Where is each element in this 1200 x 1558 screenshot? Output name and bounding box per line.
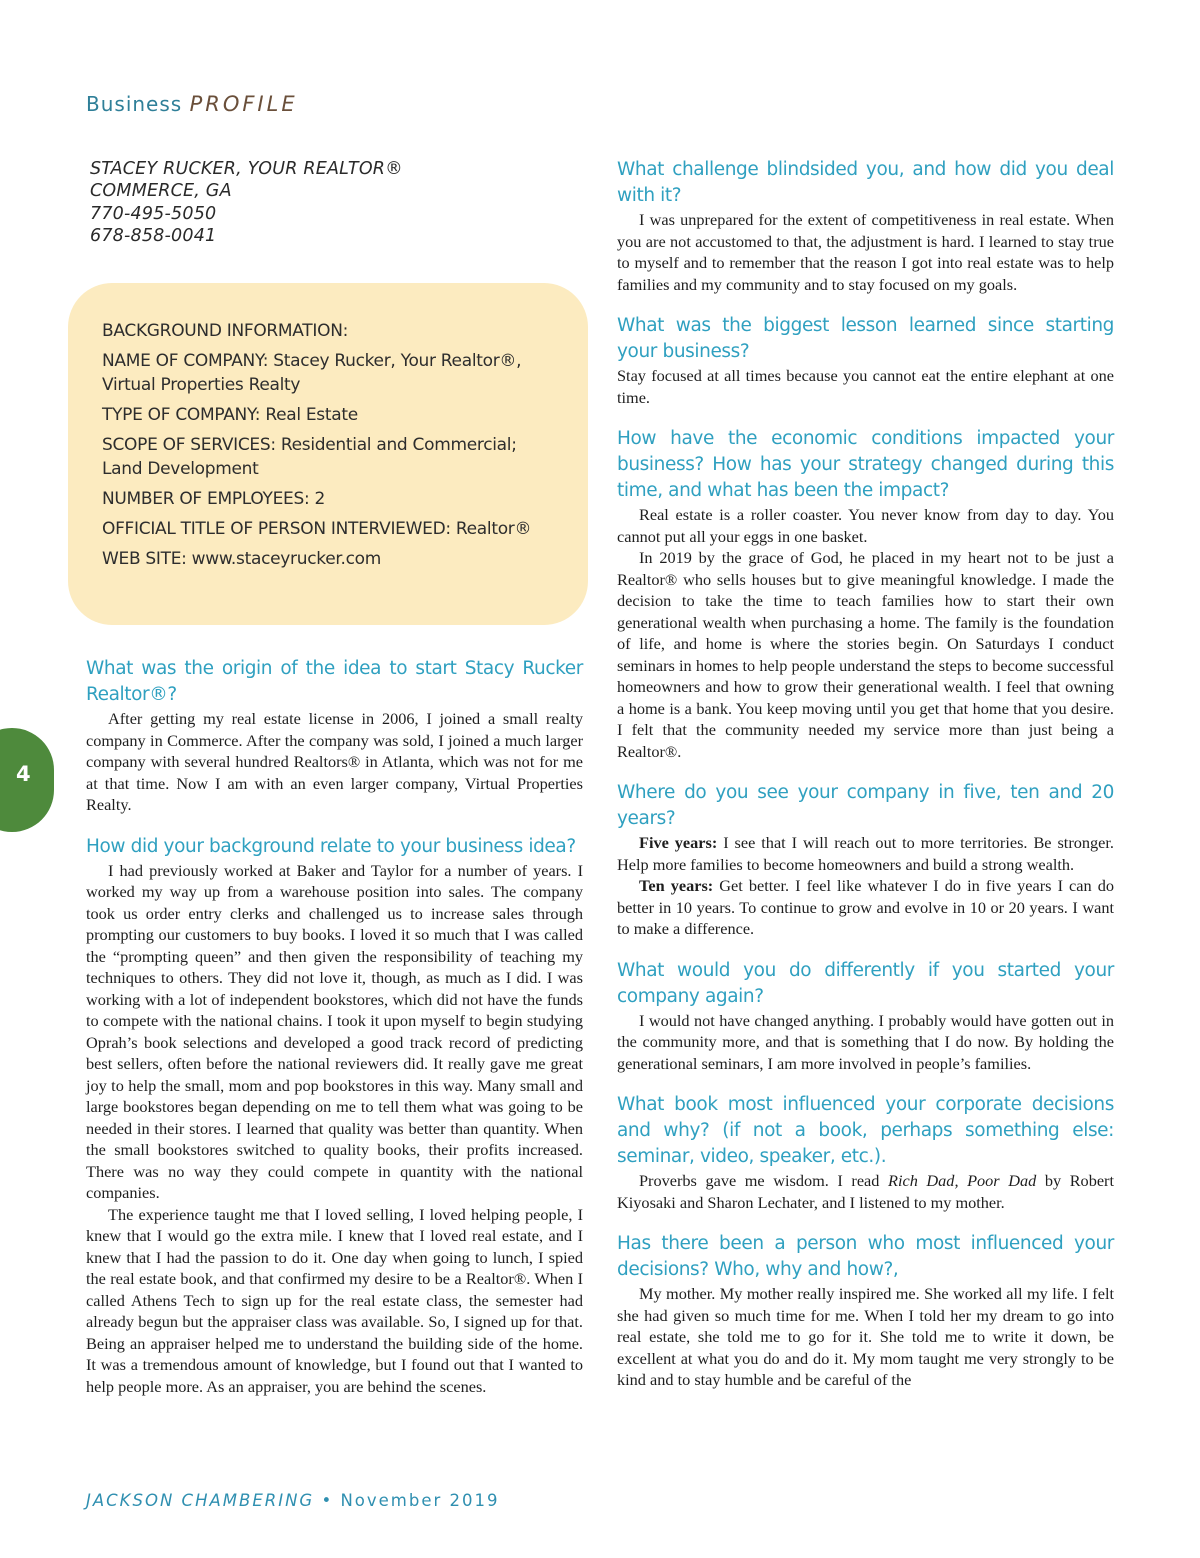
five-years-text: I see that I will reach out to more territories. Be stronger. Help more families to become homeowners and build a strong wealth. xyxy=(617,833,1114,874)
section-word: Business xyxy=(86,92,183,116)
book-title: Rich Dad, Poor Dad xyxy=(888,1171,1037,1190)
question-person: Has there been a person who most influenced your decisions? Who, why and how?, xyxy=(617,1233,1114,1280)
contact-phone-1: 770-495-5050 xyxy=(90,203,217,224)
bg-company-name: NAME OF COMPANY: Stacey Rucker, Your Realtor®, xyxy=(102,351,522,371)
bg-scope-cont: Land Development xyxy=(102,459,259,479)
answer-lesson: Stay focused at all times because you cannot eat the entire elephant at one time. xyxy=(617,366,1114,407)
bg-company-name-cont: Virtual Properties Realty xyxy=(102,375,301,395)
answer-background-p2: The experience taught me that I loved selling, I loved helping people, I knew that I would go the extra mile. I knew that I loved real estate, and I knew that I had the passion to do it. One day when going to lunch, I spied the real estate book, and that confirmed my desire to be a Realtor®. When I called Athens Tech to sign up for the real estate class, the semester had already begun but the appraiser class was available. So, I signed up for that. Being an appraiser helped me to understand the building side of the home. It was a tremendous amount of knowledge, but I found out that I wanted to help people more. As an appraiser, you are behind the scenes. xyxy=(86,1204,583,1396)
qa-origin xyxy=(86,656,583,816)
footer-separator: • xyxy=(321,1491,334,1510)
qa-person xyxy=(617,1231,1114,1391)
bg-title: OFFICIAL TITLE OF PERSON INTERVIEWED: Realtor® xyxy=(102,519,532,539)
answer-challenge: I was unprepared for the extent of competitiveness in real estate. When you are not accustomed to that, the adjustment is hard. I learned to stay true to myself and to remember that the reason I got into real estate was to help families and my community and to stay focused on my goals. xyxy=(617,210,1114,294)
page-number: 4 xyxy=(16,762,31,786)
footer-date: November 2019 xyxy=(340,1491,500,1510)
answer-economy-p2: In 2019 by the grace of God, he placed in my heart not to be just a Realtor® who sells houses but to give meaningful knowledge. I made the decision to take the time to teach families how to start their own generational wealth when purchasing a home. The family is the foundation of life, and home is where the stories begin. On Saturdays I conduct seminars in homes to help people understand the steps to become successful homeowners and how to grow their generational wealth. I feel that owning a home is a bank. You keep moving until you get that home that you desire. I felt that the community needed my service more than just being a Realtor®. xyxy=(617,548,1114,761)
qa-lesson xyxy=(617,313,1114,408)
book-text-after: by Robert Kiyosaki and Sharon Lechater, and I listened to my mother. xyxy=(617,1171,1114,1212)
section-title: PROFILE xyxy=(189,92,298,116)
book-text-before: Proverbs gave me wisdom. I read xyxy=(639,1171,888,1190)
bg-website: WEB SITE: www.staceyrucker.com xyxy=(102,549,381,569)
footer xyxy=(86,1491,500,1510)
qa-challenge xyxy=(617,157,1114,295)
ten-years-label: Ten years: xyxy=(639,876,714,895)
answer-origin: After getting my real estate license in 2006, I joined a small realty company in Commerce. After the company was sold, I joined a much larger company with several hundred Realtors® in Atlanta, which was not for me at that time. Now I am with an even larger company, Virtual Properties Realty. xyxy=(86,709,583,814)
answer-five-years xyxy=(617,832,1114,875)
left-column xyxy=(86,656,583,1415)
qa-book xyxy=(617,1092,1114,1213)
qa-background xyxy=(86,834,583,1398)
question-economy: How have the economic conditions impacted your business? How has your strategy changed during this time, and what has been the impact? xyxy=(617,428,1114,501)
qa-economy xyxy=(617,426,1114,762)
answer-differently: I would not have changed anything. I probably would have gotten out in the community more, and that is something that I do now. By holding the generational seminars, I am more involved in people’s families. xyxy=(617,1010,1114,1073)
question-differently: What would you do differently if you started your company again? xyxy=(617,959,1114,1007)
answer-person: My mother. My mother really inspired me. She worked all my life. I felt she had given so much time for me. When I told her my dream to go into real estate, she told me to go for it. She told me to write it down, be excellent at what you do and do it. My mom taught me very strongly to be kind and to stay humble and be careful of the xyxy=(617,1284,1114,1389)
right-column xyxy=(617,157,1114,1409)
question-origin: What was the origin of the idea to start Stacy Rucker Realtor®? xyxy=(86,658,583,705)
five-years-label: Five years: xyxy=(639,833,718,852)
background-info-box xyxy=(68,283,588,625)
contact-block xyxy=(90,158,403,247)
section-label xyxy=(86,92,298,116)
qa-future xyxy=(617,780,1114,940)
bg-employees: NUMBER OF EMPLOYEES: 2 xyxy=(102,489,325,509)
answer-ten-years xyxy=(617,875,1114,940)
qa-differently xyxy=(617,958,1114,1075)
question-lesson: What was the biggest lesson learned since starting your business? xyxy=(617,315,1114,362)
contact-location: COMMERCE, GA xyxy=(90,181,232,202)
answer-book xyxy=(617,1170,1114,1213)
question-challenge: What challenge blindsided you, and how did you deal with it? xyxy=(617,159,1114,206)
ten-years-text: Get better. I feel like whatever I do in five years I can do better in 10 years. To continue to grow and evolve in 10 or 20 years. I want to make a difference. xyxy=(617,876,1114,938)
bg-heading: BACKGROUND INFORMATION: xyxy=(102,321,349,341)
bg-company-type: TYPE OF COMPANY: Real Estate xyxy=(102,405,358,425)
footer-publication: JACKSON CHAMBERING xyxy=(86,1491,315,1510)
question-background: How did your background relate to your business idea? xyxy=(86,835,576,857)
answer-background-p1: I had previously worked at Baker and Taylor for a number of years. I worked my way up from a warehouse position into sales. The company took us order entry clerks and challenged us to increase sales through prompting our customers to buy books. I loved it so much that I was called the “prompting queen” and then given the responsibility of teaching my techniques to others. They did not love it, though, as much as I did. I was working with a lot of independent bookstores, which did not have the funds to compete with the national chains. I took it upon myself to begin studying Oprah’s book selections and developed a good track record of predicting best sellers, often before the national reviewers did. It really gave me great joy to help the small, mom and pop bookstores in this way. Many small and large bookstores began depending on me to tell them what was going to be needed in their stores. I learned that quality was better than quantity. When the small bookstores switched to quality books, their profits increased. There was no way they could compete in quantity with the national companies. xyxy=(86,860,583,1202)
answer-economy-p1: Real estate is a roller coaster. You never know from day to day. You cannot put all your eggs in one basket. xyxy=(617,505,1114,546)
contact-name: STACEY RUCKER, YOUR REALTOR® xyxy=(90,159,403,179)
question-future: Where do you see your company in five, ten and 20 years? xyxy=(617,782,1114,829)
contact-phone-2: 678-858-0041 xyxy=(90,225,217,246)
bg-scope: SCOPE OF SERVICES: Residential and Commercial; xyxy=(102,435,517,455)
question-book: What book most influenced your corporate decisions and why? (if not a book, perhaps something else: seminar, video, speaker, etc.). xyxy=(617,1094,1114,1167)
